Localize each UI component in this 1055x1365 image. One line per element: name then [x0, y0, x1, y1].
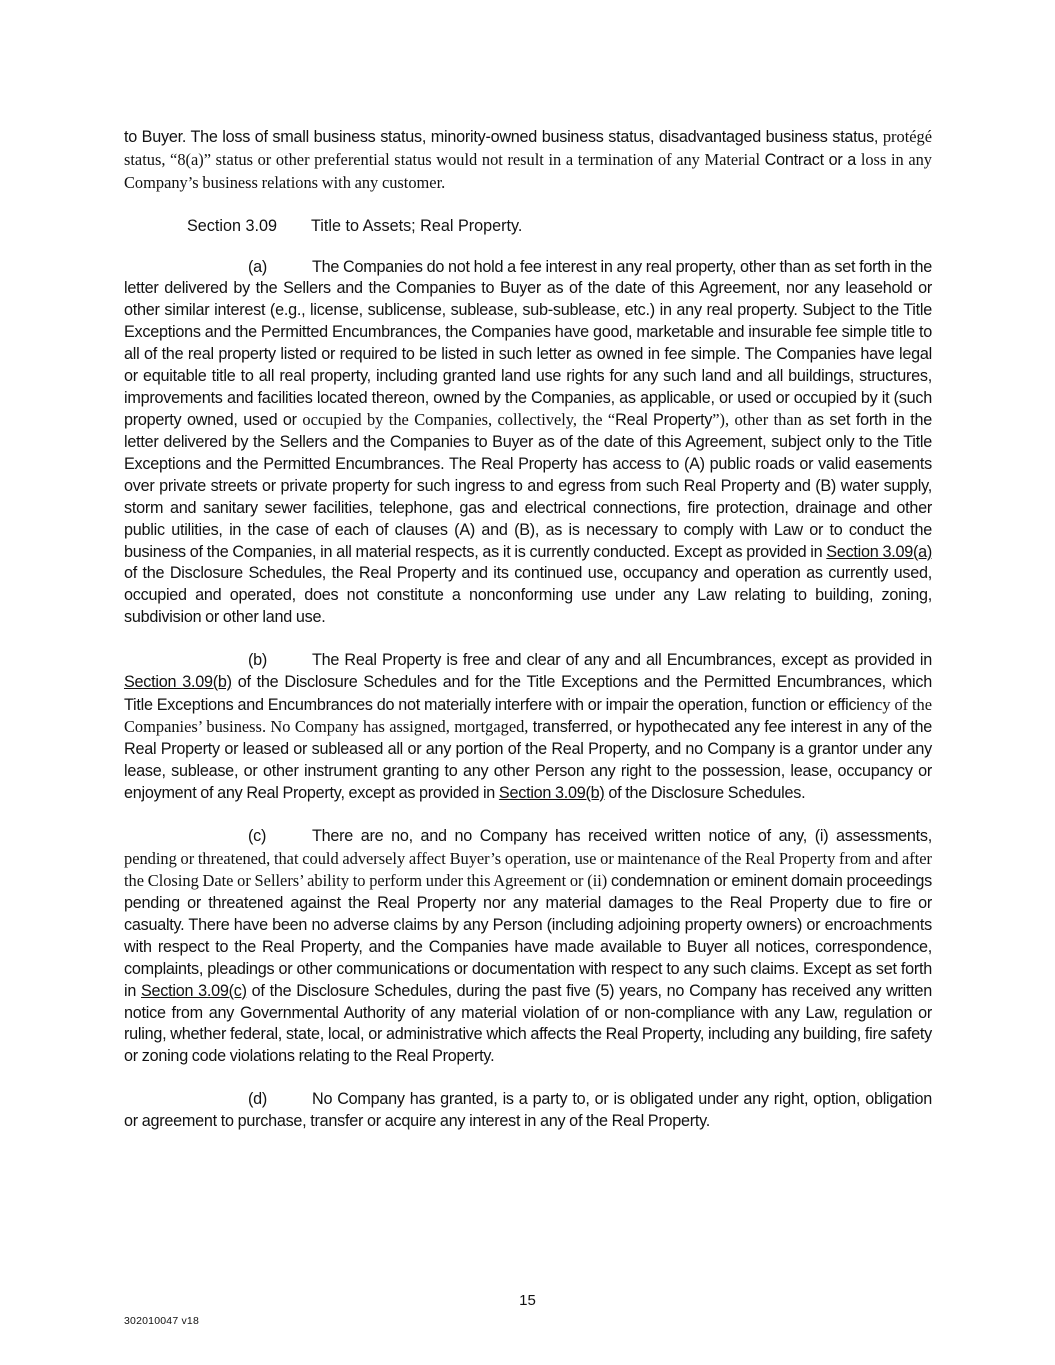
- paragraph-b-enum: (b): [248, 650, 268, 669]
- lead-text-4: loss in any Company’s business relations with any customer.: [124, 149, 932, 192]
- section-title: Title to Assets; Real Property.: [311, 216, 523, 235]
- paragraph-d: [124, 1089, 932, 1133]
- section-ref-3-09-b-second: Section 3.09(b): [498, 783, 605, 802]
- paragraph-b-text-1: The Real Property is free and clear of any and all Encumbrances, except as provided in: [312, 650, 932, 669]
- lead-text-1: to Buyer. The loss of small business status, minority-owned business status, disadvantaged business status,: [124, 128, 883, 146]
- paragraph-b-text-4: transferred, or hypothecated any fee interest in any of the Real Property or leased or subleased all or any portion of the Real Property, and no Company is a grantor under any lease, sublease, or other instrument granting to any other Person any right to the possession, lease, occupancy or enjoyment of any Real Property, except as provided in: [124, 718, 932, 802]
- section-heading: [124, 215, 932, 237]
- paragraph-c-text-4: of the Disclosure Schedules, during the past five (5) years, no Company has received any written notice from any Governmental Authority of any material violation of or non-compliance with any Law, regulation or ruling, whether federal, state, local, or administrative which affects the Real Property, including any building, fire safety or zoning code violations relating to the Real Property.: [124, 981, 932, 1066]
- document-id: 302010047 v18: [124, 1315, 200, 1327]
- lead-paragraph: [124, 126, 932, 195]
- section-ref-3-09-b-first: Section 3.09(b): [124, 672, 232, 691]
- paragraph-d-enum: (d): [248, 1090, 268, 1109]
- lead-text-2: protégé status, “8(a)” status or other preferential status would not result in a termination of any Material: [124, 127, 932, 169]
- section-ref-3-09-a: Section 3.09(a): [826, 542, 932, 561]
- paragraph-c: [124, 826, 932, 1068]
- paragraph-b-text-3: ency of the Companies’ business. No Company has assigned, mortgaged,: [124, 694, 932, 737]
- paragraph-b-text-2: of the Disclosure Schedules and for the Title Exceptions and the Permitted Encumbrances, which Title Exceptions and Encumbrances do not materially interfere with or impair the operation, function or effici: [124, 672, 932, 714]
- paragraph-a-text-5: as set forth in the letter delivered by the Sellers and the Companies to Buyer as of the date of this Agreement, subject only to the Title Exceptions and the Permitted Encumbrances. The Real Property has access to (A) public roads or valid easements over private streets or private property for such ingress to and egress from such Real Property and (B) water supply, storm and sanitary sewer facilities, telephone, gas and electrical connections, fire protection, drainage and other public utilities, in the case of each of clauses (A) and (B), as is necessary to comply with Law or to conduct the business of the Companies, in all material respects, as it is currently conducted. Except as provided in: [124, 411, 932, 561]
- paragraph-b-text-5: of the Disclosure Schedules.: [604, 783, 806, 802]
- paragraph-a-enum: (a): [248, 257, 268, 276]
- paragraph-d-text-1: No Company has granted, is a party to, or is obligated under any right, option, obligation or agreement to purchase, transfer or acquire any interest in any of the Real Property.: [124, 1090, 932, 1130]
- paragraph-a-defined-term: Real Property: [615, 411, 713, 430]
- paragraph-b: [124, 650, 932, 805]
- page-number: 15: [519, 1292, 536, 1309]
- paragraph-c-text-2: pending or threatened, that could adversely affect Buyer’s operation, use or maintenance of the Real Property from and after the Closing Date or Sellers’ ability to perform under this Agreement or (ii): [124, 848, 932, 891]
- paragraph-c-text-3: condemnation or eminent domain proceedings pending or threatened against the Real Property nor any material damages to the Real Property due to fire or casualty. There have been no adverse claims by any Person (including adjoining property owners) or encroachments with respect to the Real Property, and the Companies have made available to Buyer all notices, correspondence, complaints, pleadings or other communications or documentation with respect to any such claims. Except as set forth in: [124, 872, 932, 1000]
- document-body: [124, 126, 932, 1154]
- paragraph-a-text-2: occupied by the Companies, collectively, the “: [302, 410, 616, 430]
- lead-text-3: Contract or a: [764, 150, 861, 169]
- section-number: Section 3.09: [187, 216, 277, 235]
- paragraph-c-enum: (c): [248, 826, 267, 845]
- paragraph-a-text-1: The Companies do not hold a fee interest in any real property, other than as set forth in the letter delivered by the Sellers and the Companies to Buyer as of the date of this Agreement, nor any leasehold or other similar interest (e.g., license, sublicense, sublease, sub-sublease, etc.) in any real property. Subject to the Title Exceptions and the Permitted Encumbrances, the Companies have good, marketable and insurable fee simple title to all of the real property listed or required to be listed in such letter as owned in fee simple. The Companies have legal or equitable title to all real property, including granted land use rights for any such land and all buildings, structures, improvements and facilities located thereon, owned by the Companies, as applicable, or used or occupied by it (such property owned, used or: [124, 257, 932, 430]
- paragraph-a-text-4: ”), other than: [712, 410, 808, 430]
- paragraph-a-text-6: of the Disclosure Schedules, the Real Property and its continued use, occupancy and operation as currently used, occupied and operated, does not constitute a nonconforming use under any Law relating to building, zoning, subdivision or other land use.: [124, 564, 932, 627]
- paragraph-c-text-1: There are no, and no Company has received written notice of any, (i) assessments,: [312, 826, 932, 845]
- section-ref-3-09-c: Section 3.09(c): [141, 981, 247, 1000]
- paragraph-a: [124, 257, 932, 629]
